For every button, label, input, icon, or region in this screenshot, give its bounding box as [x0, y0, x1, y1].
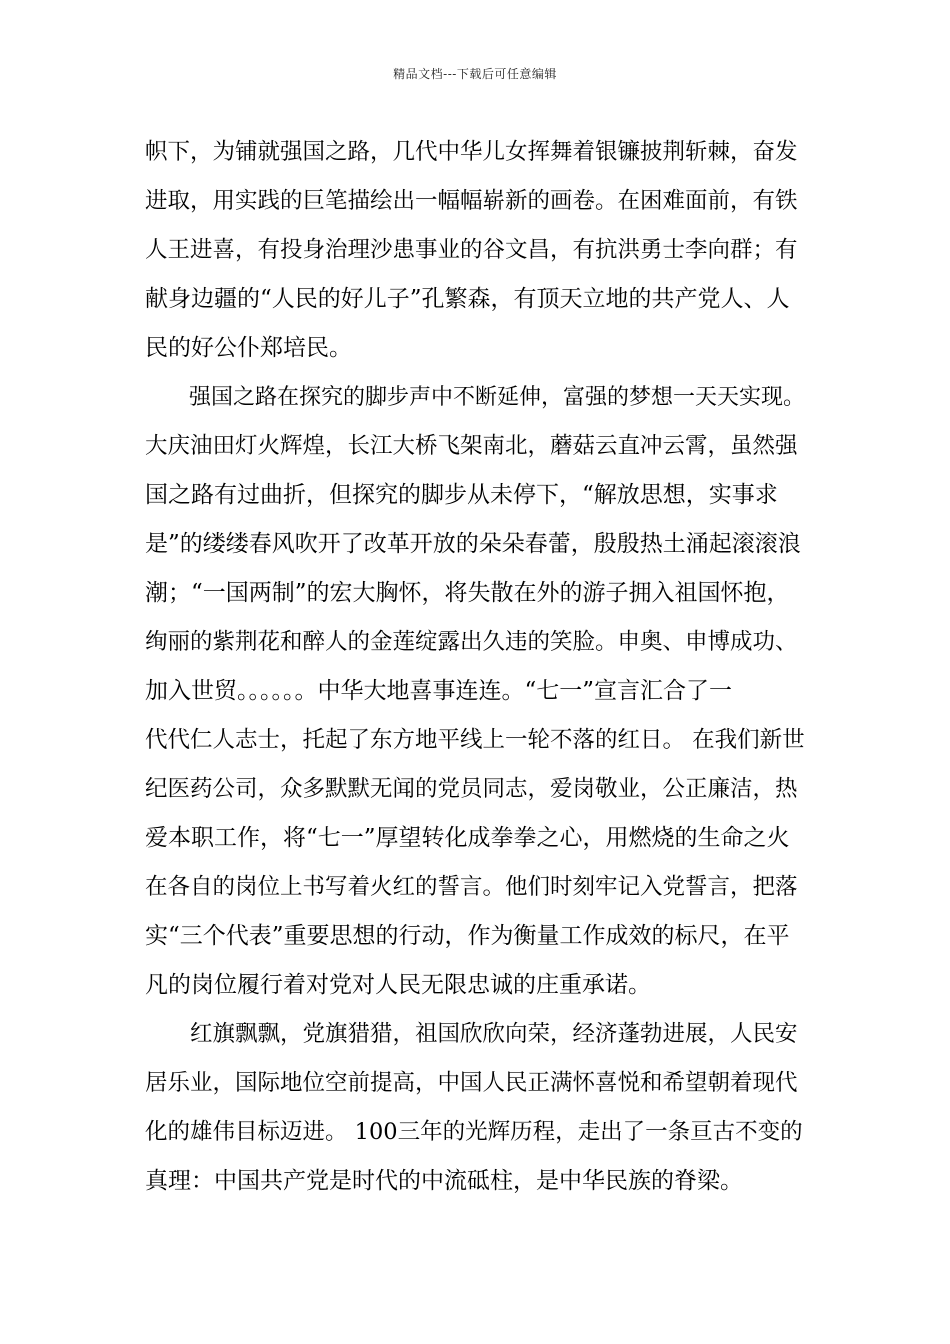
text-line: 代代仁人志士，托起了东方地平线上一轮不落的红日。 在我们新世 — [145, 727, 805, 753]
text-line: 在各自的岗位上书写着火红的誓言。他们时刻牢记入党誓言，把落 — [145, 874, 798, 900]
text-line: 献身边疆的“人民的好儿子”孔繁森，有顶天立地的共产党人、人 — [145, 286, 790, 312]
text-line: 加入世贸。。。。。。中华大地喜事连连。“七一”宣言汇合了一 — [145, 678, 733, 704]
text-line: 人王进喜，有投身治理沙患事业的谷文昌，有抗洪勇士李向群；有 — [145, 237, 798, 263]
text-line: 进取，用实践的巨笔描绘出一幅幅崭新的画卷。在困难面前，有铁 — [145, 188, 798, 214]
text-line: 民的好公仆郑培民。 — [145, 335, 352, 361]
text-line: 强国之路在探究的脚步声中不断延伸，富强的梦想一天天实现。 — [145, 385, 806, 410]
text-line: 实“三个代表”重要思想的行动，作为衡量工作成效的标尺，在平 — [145, 923, 790, 949]
text-line: 大庆油田灯火辉煌，长江大桥飞架南北，蘑菇云直冲云霄，虽然强 — [145, 433, 798, 459]
text-line: 居乐业，国际地位空前提高，中国人民正满怀喜悦和希望朝着现代 — [145, 1070, 798, 1096]
text-line: 是”的缕缕春风吹开了改革开放的朵朵春蕾，殷殷热土涌起滚滚浪 — [145, 531, 801, 557]
text-line: 国之路有过曲折，但探究的脚步从未停下，“解放思想，实事求 — [145, 482, 778, 508]
text-line: 真理：中国共产党是时代的中流砥柱，是中华民族的脊梁。 — [145, 1168, 743, 1194]
text-line: 纪医药公司，众多默默无闻的党员同志，爱岗敬业，公正廉洁，热 — [145, 776, 798, 802]
text-line: 爱本职工作，将“七一”厚望转化成拳拳之心，用燃烧的生命之火 — [145, 825, 790, 851]
text-line: 红旗飘飘，党旗猎猎，祖国欣欣向荣，经济蓬勃进展，人民安 — [145, 1021, 798, 1047]
text-line: 化的雄伟目标迈进。 100三年的光辉历程，走出了一条亘古不变的 — [145, 1119, 803, 1145]
text-line: 绚丽的紫荆花和醉人的金莲绽露出久违的笑脸。申奥、申博成功、 — [145, 629, 798, 655]
text-line: 潮；“一国两制”的宏大胸怀，将失散在外的游子拥入祖国怀抱， — [145, 580, 790, 606]
page-header: 精品文档---下载后可任意编辑 — [393, 67, 557, 81]
text-line: 帜下，为铺就强国之路，几代中华儿女挥舞着银镰披荆斩棘，奋发 — [145, 139, 798, 165]
document-body — [145, 128, 809, 1206]
text-line: 凡的岗位履行着对党对人民无限忠诚的庄重承诺。 — [145, 972, 651, 998]
